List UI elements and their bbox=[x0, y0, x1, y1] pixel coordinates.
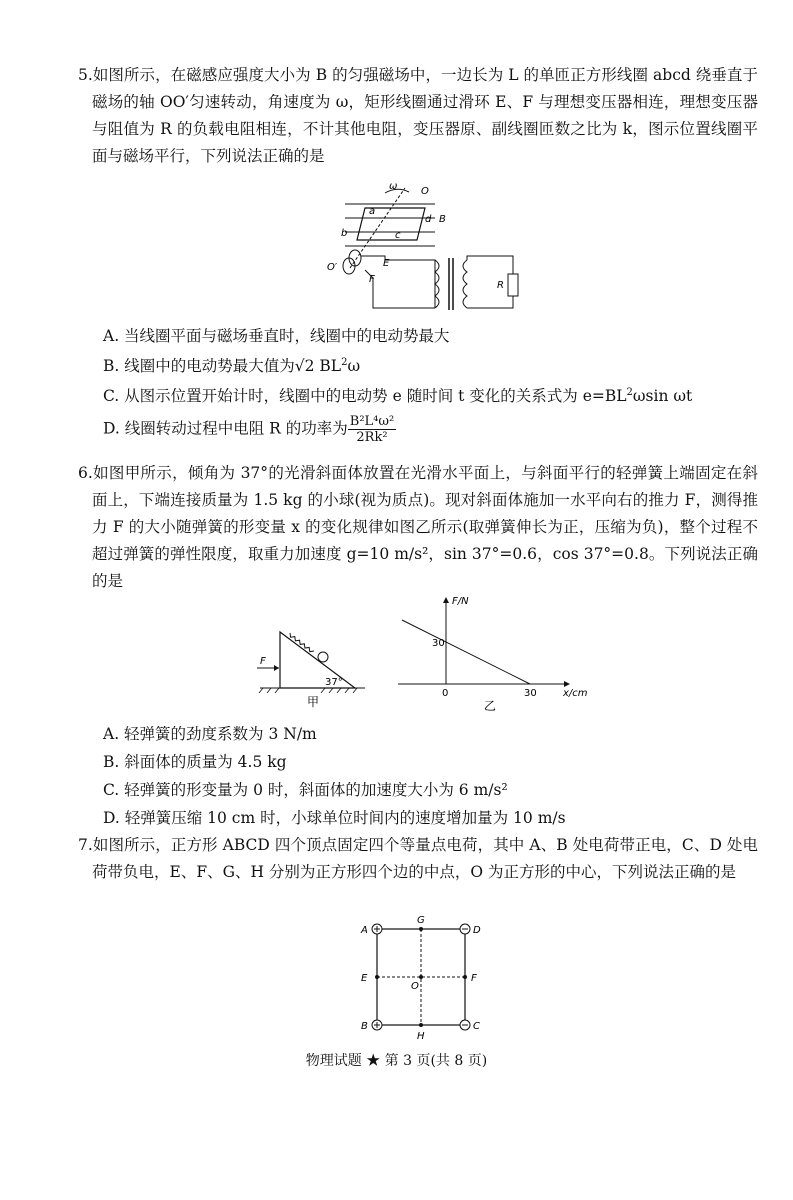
label-b: b bbox=[341, 228, 348, 239]
label-a: a bbox=[369, 206, 376, 217]
x-axis-label: x/cm bbox=[563, 688, 588, 699]
q6-option-b: B. 斜面体的质量为 4.5 kg bbox=[103, 753, 287, 771]
fraction-denominator: 2Rk² bbox=[356, 430, 388, 445]
question-7 bbox=[78, 832, 758, 886]
primary-coil bbox=[435, 260, 439, 308]
wire-f bbox=[365, 270, 435, 308]
label-a: A bbox=[361, 925, 368, 936]
q5-option-d-text: D. 线圈转动过程中电阻 R 的功率为 bbox=[103, 419, 348, 438]
label-o-prime: O′ bbox=[327, 262, 338, 273]
q5-option-b-text: B. 线圈中的电动势最大值为√2 BL bbox=[103, 357, 342, 375]
charge-a bbox=[372, 924, 382, 934]
caption-yi: 乙 bbox=[484, 699, 497, 712]
q5-option-a: A. 当线圈平面与磁场垂直时，线圈中的电动势最大 bbox=[103, 327, 450, 345]
label-d: d bbox=[425, 214, 432, 225]
origin-label: 0 bbox=[442, 688, 449, 699]
label-c: C bbox=[473, 1021, 480, 1032]
q5-option-c-sup: 2 bbox=[626, 386, 633, 398]
force-line bbox=[402, 620, 530, 684]
label-o: O bbox=[411, 981, 419, 992]
q6-figure-yi bbox=[398, 592, 598, 712]
fraction-numerator: B²L⁴ω² bbox=[349, 414, 395, 429]
label-r: R bbox=[497, 280, 504, 291]
label-g: G bbox=[417, 915, 425, 926]
label-d: D bbox=[473, 925, 481, 936]
charge-c bbox=[460, 1020, 470, 1030]
y-tick-30: 30 bbox=[432, 638, 445, 649]
charge-d bbox=[460, 924, 470, 934]
ground-hatch bbox=[259, 688, 357, 693]
point-f bbox=[463, 975, 467, 979]
label-c: c bbox=[395, 230, 401, 241]
y-axis-arrow bbox=[443, 597, 449, 603]
coil bbox=[357, 208, 425, 240]
label-o: O bbox=[421, 186, 429, 197]
label-h: H bbox=[417, 1031, 425, 1041]
x-tick-30: 30 bbox=[524, 688, 537, 699]
q6-option-d: D. 轻弹簧压缩 10 cm 时，小球单位时间内的速度增加量为 10 m/s bbox=[103, 809, 566, 827]
q5-option-c bbox=[103, 384, 692, 406]
q6-figure-jia bbox=[255, 630, 370, 710]
q5-option-b bbox=[103, 354, 360, 376]
secondary-coil bbox=[463, 260, 467, 308]
label-e: E bbox=[361, 973, 368, 984]
ball bbox=[318, 652, 328, 662]
x-axis-arrow bbox=[564, 681, 570, 687]
question-6 bbox=[78, 460, 758, 595]
force-arrowhead bbox=[274, 665, 279, 671]
q5-figure bbox=[325, 178, 525, 318]
q7-figure bbox=[355, 913, 495, 1041]
caption-jia: 甲 bbox=[307, 695, 320, 709]
resistor-r bbox=[508, 274, 518, 296]
point-h bbox=[419, 1023, 423, 1027]
label-e: E bbox=[383, 258, 390, 269]
question-7-stem: 7.如图所示，正方形 ABCD 四个顶点固定四个等量点电荷，其中 A、B 处电荷带正电，C、D 处电荷带负电，E、F、G、H 分别为正方形四个边的中点，O 为正方形的中心，下列说法正确的是 bbox=[78, 836, 758, 881]
question-5 bbox=[78, 62, 758, 170]
charge-b bbox=[372, 1020, 382, 1030]
question-5-stem: 5.如图所示，在磁感应强度大小为 B 的匀强磁场中，一边长为 L 的单匝正方形线圈 abcd 绕垂直于磁场的轴 OO′匀速转动，角速度为 ω，矩形线圈通过滑环 E、F 与理想变压器相连，理想变压器与阻值为 R 的负载电阻相连，不计其他电阻，变压器原、副线圈匝数之比为 k，图示位置线圈平面与磁场平行，下列说法正确的是 bbox=[78, 66, 758, 165]
secondary-wire bbox=[467, 256, 513, 308]
q5-option-b-tail: ω bbox=[347, 357, 361, 375]
point-e bbox=[375, 975, 379, 979]
q6-option-c: C. 轻弹簧的形变量为 0 时，斜面体的加速度大小为 6 m/s² bbox=[103, 781, 508, 799]
label-omega: ω bbox=[389, 181, 398, 192]
label-b: B bbox=[361, 1021, 368, 1032]
label-b-field: B bbox=[439, 214, 446, 225]
label-f: F bbox=[369, 274, 375, 285]
q5-option-d bbox=[103, 414, 396, 445]
q6-option-a: A. 轻弹簧的劲度系数为 3 N/m bbox=[103, 725, 317, 743]
question-6-stem: 6.如图甲所示，倾角为 37°的光滑斜面体放置在光滑水平面上，与斜面平行的轻弹簧上端固定在斜面上，下端连接质量为 1.5 kg 的小球(视为质点)。现对斜面体施加一水平向右的推力 F，测得推力 F 的大小随弹簧的形变量 x 的变化规律如图乙所示(取弹簧伸长为正，压缩为负)，整个过程不超过弹簧的弹性限度，取重力加速度 g=10 m/s²，sin 37°=0.6，cos 37°=0.8。下列说法正确的是 bbox=[78, 464, 758, 590]
label-angle: 37° bbox=[325, 677, 343, 688]
q5-option-b-sup: 2 bbox=[341, 356, 348, 368]
point-g bbox=[419, 927, 423, 931]
q5-option-c-text: C. 从图示位置开始计时，线圈中的电动势 e 随时间 t 变化的关系式为 e=BL bbox=[103, 387, 627, 405]
page-footer: 物理试题 ★ 第 3 页(共 8 页) bbox=[305, 1053, 488, 1069]
q5-option-d-fraction bbox=[348, 414, 396, 445]
label-f: F bbox=[471, 973, 477, 984]
incline bbox=[280, 632, 355, 688]
point-o bbox=[419, 975, 423, 979]
label-force: F bbox=[260, 656, 266, 667]
y-axis-label: F/N bbox=[452, 596, 469, 607]
q5-option-c-tail: ωsin ωt bbox=[632, 387, 693, 405]
